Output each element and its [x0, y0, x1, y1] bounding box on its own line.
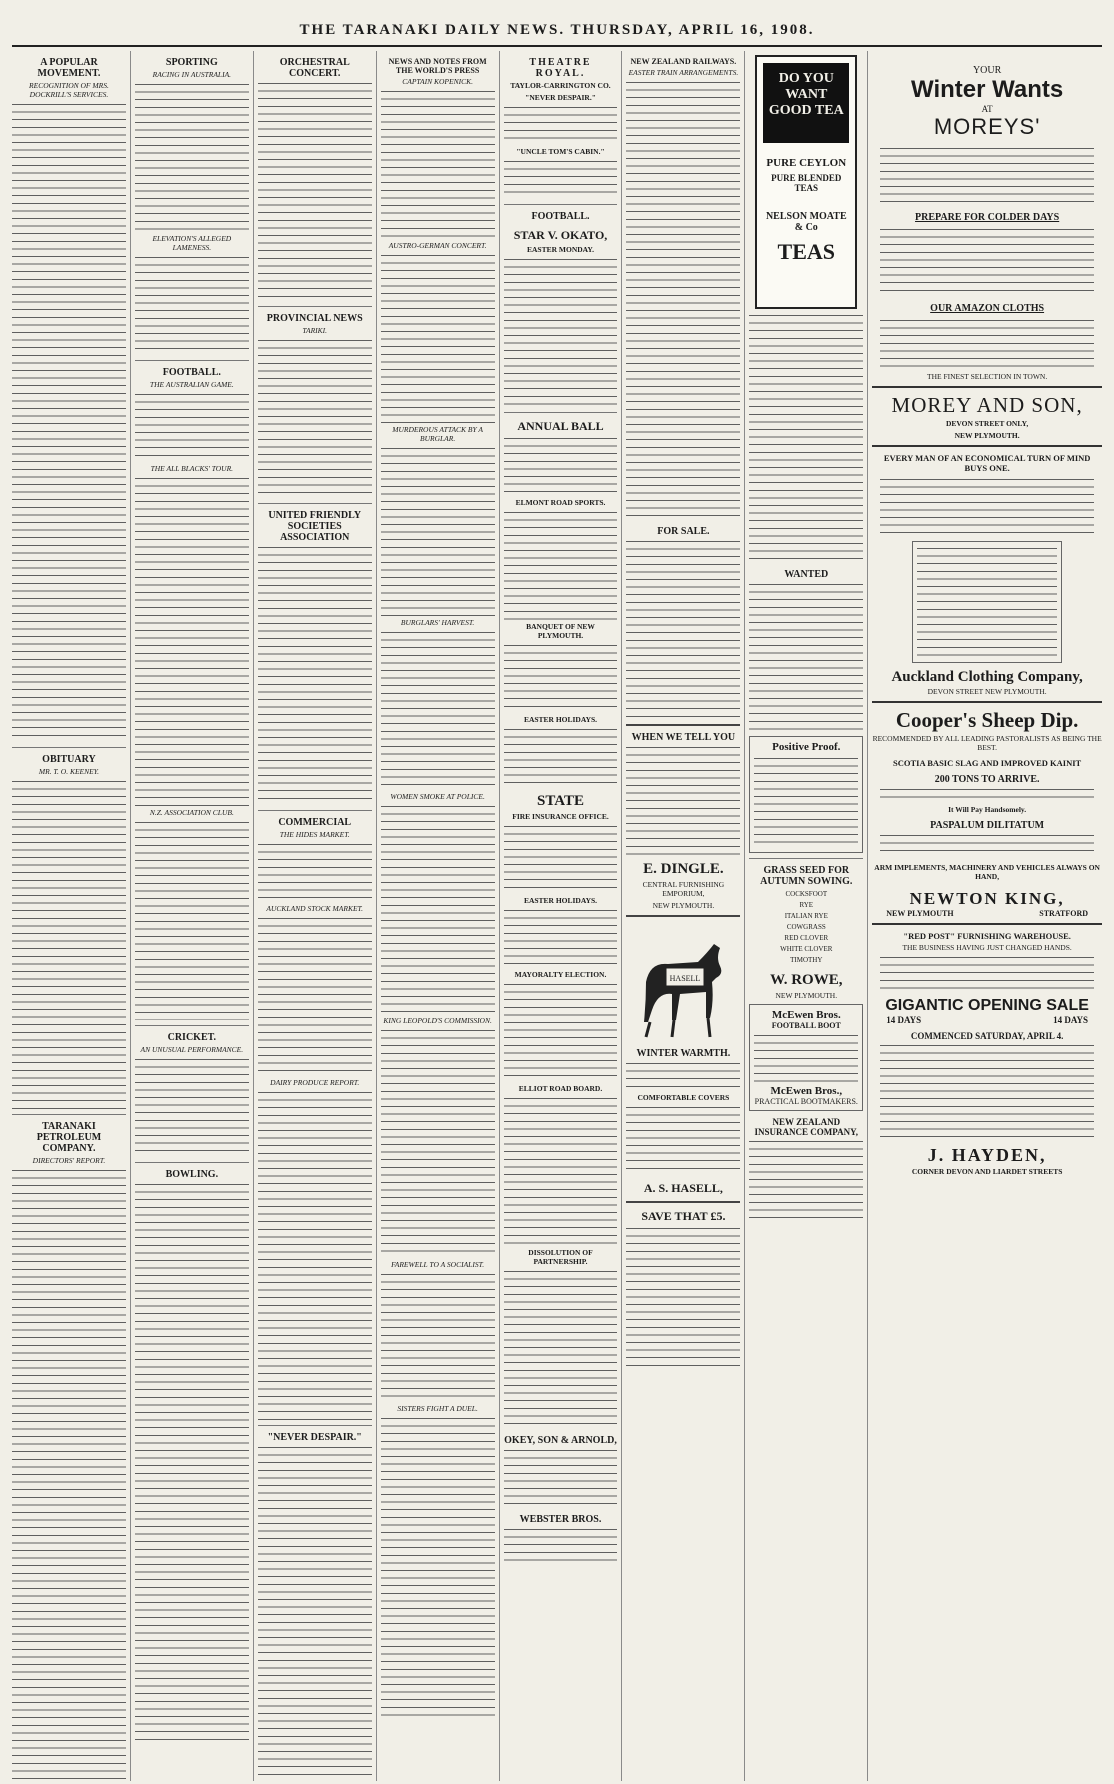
- body-text: [504, 1527, 618, 1567]
- ad-rowe-city: NEW PLYMOUTH.: [775, 991, 838, 1000]
- body-text: [258, 338, 372, 498]
- seed-item: RED CLOVER: [784, 934, 829, 942]
- article-subheading: THE AUSTRALIAN GAME.: [149, 380, 234, 389]
- ad-dissolution: DISSOLUTION OF PARTNERSHIP.: [528, 1248, 593, 1266]
- body-text: [381, 630, 495, 790]
- ad-moreys-name: MOREYS': [933, 114, 1041, 139]
- article-heading: UNITED FRIENDLY SOCIETIES ASSOCIATION: [268, 510, 362, 543]
- article-subheading: DAIRY PRODUCE REPORT.: [270, 1078, 360, 1087]
- column-6: [622, 51, 745, 1781]
- ad-devon: DEVON STREET ONLY,: [945, 419, 1029, 428]
- seed-item: ITALIAN RYE: [784, 912, 828, 920]
- body-text: [504, 643, 618, 713]
- body-text: [12, 779, 126, 1109]
- divider: [258, 503, 372, 504]
- ad-pay: It Will Pay Handsomely.: [948, 805, 1027, 814]
- body-text: [754, 756, 858, 846]
- article-subheading: SISTERS FIGHT A DUEL.: [397, 1404, 478, 1413]
- divider: [135, 1162, 249, 1163]
- article-heading: ORCHESTRAL CONCERT.: [279, 57, 350, 79]
- article-subheading: RACING IN AUSTRALIA.: [152, 70, 232, 79]
- article-subheading: FAREWELL TO A SOCIALIST.: [391, 1260, 485, 1269]
- ad-commenced: COMMENCED SATURDAY, APRIL 4.: [910, 1031, 1064, 1041]
- ad-webster: WEBSTER BROS.: [519, 1514, 602, 1525]
- body-text: [504, 982, 618, 1082]
- body-text: [504, 1269, 618, 1429]
- horse-cover-label: HASELL: [670, 974, 701, 983]
- ad-winter-warmth: WINTER WARMTH.: [636, 1048, 731, 1059]
- body-text: [258, 842, 372, 902]
- body-text: [626, 1226, 740, 1366]
- body-text: [135, 255, 249, 355]
- article-heading: PROVINCIAL NEWS: [266, 313, 363, 324]
- body-text: [381, 446, 495, 616]
- body-text: [504, 257, 618, 407]
- ad-nz-insurance: NEW ZEALAND INSURANCE COMPANY,: [754, 1117, 859, 1137]
- tea-teas: TEAS: [777, 239, 836, 264]
- body-text: [258, 81, 372, 301]
- seed-list: [749, 889, 863, 966]
- body-text: [880, 318, 1094, 368]
- ad-red-post: "RED POST" FURNISHING WAREHOUSE.: [903, 931, 1071, 941]
- body-text: [258, 1090, 372, 1420]
- divider: [504, 204, 618, 205]
- divider: [12, 747, 126, 748]
- sale-days-left: 14 DAYS: [886, 1015, 922, 1025]
- tea-blended: PURE BLENDED TEAS: [771, 173, 842, 193]
- article-heading: BOWLING.: [165, 1169, 219, 1180]
- body-text: [135, 392, 249, 462]
- article-subheading: THE ALL BLACKS' TOUR.: [150, 464, 234, 473]
- ad-morey-and-son: MOREY AND SON,: [891, 393, 1083, 417]
- body-text: [626, 80, 740, 520]
- article-subheading: AUSTRO-GERMAN CONCERT.: [388, 241, 487, 250]
- ad-dingle-sub: CENTRAL FURNISHING EMPORIUM,: [642, 880, 725, 898]
- ad-positive-proof-title: Positive Proof.: [772, 741, 841, 753]
- ad-football: FOOTBALL.: [531, 211, 590, 222]
- article-heading: OBITUARY: [42, 754, 96, 765]
- article-subheading: BURGLARS' HARVEST.: [400, 618, 475, 627]
- body-text: [504, 105, 618, 145]
- body-text: [880, 833, 1094, 857]
- body-text: [381, 89, 495, 239]
- ad-mcewen-title: McEwen Bros.: [771, 1009, 841, 1021]
- tea-brand: NELSON MOATE & Co: [765, 211, 847, 233]
- column-8: [868, 51, 1106, 1781]
- ad-newton-king-locations: [872, 909, 1102, 918]
- body-text: [504, 1096, 618, 1246]
- column-7: [745, 51, 868, 1781]
- divider: [135, 1025, 249, 1026]
- body-text: [749, 313, 863, 563]
- horse-illustration: [628, 922, 738, 1042]
- ad-state: STATE: [537, 793, 584, 809]
- article-subheading: KING LEOPOLD'S COMMISSION.: [383, 1016, 492, 1025]
- article-subheading: MR. T. O. KEENEY.: [38, 767, 100, 776]
- ad-easter-2: EASTER HOLIDAYS.: [523, 896, 598, 905]
- ad-np: NEW PLYMOUTH.: [954, 431, 1020, 440]
- divider: [258, 810, 372, 811]
- seed-item: TIMOTHY: [790, 956, 823, 964]
- divider: [258, 1425, 372, 1426]
- divider: [872, 445, 1102, 447]
- body-text: [880, 146, 1094, 206]
- body-text: [504, 436, 618, 496]
- divider: [749, 858, 863, 859]
- ad-theatre-royal: THEATRE ROYAL.: [529, 57, 592, 79]
- ad-mcewen-title-2: McEwen Bros.,: [770, 1085, 843, 1097]
- body-text: [135, 82, 249, 232]
- ad-fire-office: FIRE INSURANCE OFFICE.: [512, 812, 609, 821]
- article-subheading: RECOGNITION OF MRS. DOCKRILL'S SERVICES.: [29, 81, 109, 99]
- ad-prepare: PREPARE FOR COLDER DAYS: [915, 212, 1060, 223]
- divider: [872, 386, 1102, 388]
- ad-slag: SCOTIA BASIC SLAG AND IMPROVED KAINIT: [893, 758, 1082, 768]
- article-subheading: N.Z. ASSOCIATION CLUB.: [149, 808, 234, 817]
- body-text: [135, 1182, 249, 1742]
- divider: [872, 923, 1102, 925]
- ad-mcewen: [749, 1004, 863, 1111]
- column-5: [500, 51, 623, 1781]
- body-text: [258, 1445, 372, 1781]
- divider: [504, 412, 618, 413]
- body-text: [504, 908, 618, 968]
- body-text: [381, 1272, 495, 1402]
- ad-implements: ARM IMPLEMENTS, MACHINERY AND VEHICLES ALWAYS ON HAND,: [874, 863, 1100, 881]
- ad-rowe: W. ROWE,: [770, 972, 843, 988]
- ad-hayden-address: CORNER DEVON AND LIARDET STREETS: [911, 1167, 1063, 1176]
- article-heading: CRICKET.: [167, 1032, 217, 1043]
- ad-mayoralty: MAYORALTY ELECTION.: [514, 970, 607, 979]
- columns: [8, 51, 1106, 1781]
- column-4: [377, 51, 500, 1781]
- article-subheading: ELEVATION'S ALLEGED LAMENESS.: [152, 234, 232, 252]
- divider: [626, 724, 740, 726]
- ad-football-match: STAR V. OKATO,: [513, 228, 608, 242]
- ad-mcewen-boot: FOOTBALL BOOT: [771, 1021, 841, 1030]
- article-subheading: MURDEROUS ATTACK BY A BURGLAR.: [392, 425, 483, 443]
- body-text: [135, 820, 249, 1020]
- ad-winter-wants: Winter Wants: [911, 76, 1064, 103]
- ad-hasell: A. S. HASELL,: [643, 1181, 723, 1195]
- article-heading: TARANAKI PETROLEUM COMPANY.: [36, 1121, 102, 1154]
- body-text: [504, 159, 618, 199]
- ad-easter: EASTER HOLIDAYS.: [523, 715, 598, 724]
- article-subheading: CAPTAIN KOPENICK.: [402, 77, 473, 86]
- divider: [626, 915, 740, 917]
- body-text: [754, 1033, 858, 1083]
- body-text: [749, 582, 863, 732]
- seed-item: COCKSFOOT: [785, 890, 828, 898]
- ad-when-we-tell-you: WHEN WE TELL YOU: [631, 732, 736, 743]
- ad-positive-proof: [749, 736, 863, 853]
- article-heading: A POPULAR MOVEMENT.: [37, 57, 101, 79]
- ad-wanted: WANTED: [784, 569, 829, 580]
- ad-your: YOUR: [972, 65, 1002, 76]
- body-text: [381, 1028, 495, 1258]
- ad-auckland-clothing: Auckland Clothing Company,: [891, 669, 1083, 685]
- ad-gigantic-sale: GIGANTIC OPENING SALE: [885, 997, 1089, 1014]
- body-text: [12, 102, 126, 742]
- column-1: [8, 51, 131, 1781]
- body-text: [626, 1061, 740, 1091]
- body-text: [880, 477, 1094, 537]
- ad-changed-hands: THE BUSINESS HAVING JUST CHANGED HANDS.: [902, 943, 1072, 952]
- body-text: [880, 227, 1094, 297]
- ad-play-1: "NEVER DESPAIR.": [525, 93, 596, 102]
- body-text: [381, 253, 495, 423]
- ad-football-date: EASTER MONDAY.: [527, 245, 594, 254]
- column-3: [254, 51, 377, 1781]
- seed-item: COWGRASS: [786, 923, 826, 931]
- article-heading: COMMERCIAL: [278, 817, 352, 828]
- ad-coopers-sub: RECOMMENDED BY ALL LEADING PASTORALISTS AS BEING THE BEST.: [872, 734, 1102, 752]
- ad-amazon: OUR AMAZON CLOTHS: [930, 303, 1045, 314]
- location-stratford: STRATFORD: [1039, 909, 1089, 918]
- ad-dingle-city: NEW PLYMOUTH.: [652, 901, 715, 910]
- body-text: [880, 1043, 1094, 1143]
- body-text: [504, 1448, 618, 1508]
- ad-annual-ball: ANNUAL BALL: [517, 419, 604, 433]
- body-text: [626, 539, 740, 719]
- ad-railways-sub: EASTER TRAIN ARRANGEMENTS.: [628, 68, 739, 77]
- ad-save-that: SAVE THAT £5.: [641, 1209, 726, 1223]
- ad-play-2: "UNCLE TOM'S CABIN.": [516, 147, 605, 156]
- body-text: [504, 727, 618, 787]
- ad-newton-king: NEWTON KING,: [909, 889, 1065, 908]
- article-heading: NEWS AND NOTES FROM THE WORLD'S PRESS: [388, 57, 487, 75]
- body-text: [917, 546, 1057, 656]
- body-text: [749, 1139, 863, 1219]
- article-subheading: AUCKLAND STOCK MARKET.: [266, 904, 364, 913]
- article-heading: FOOTBALL.: [162, 367, 221, 378]
- ad-railways: NEW ZEALAND RAILWAYS.: [630, 57, 737, 66]
- ad-economical: EVERY MAN OF AN ECONOMICAL TURN OF MIND BUYS ONE.: [883, 453, 1091, 473]
- divider: [135, 360, 249, 361]
- seed-item: RYE: [799, 901, 814, 909]
- body-text: [381, 1416, 495, 1716]
- article-subheading: TARIKI.: [302, 326, 328, 335]
- ad-sale-days: [872, 1015, 1102, 1025]
- body-text: [880, 955, 1094, 995]
- divider: [12, 1114, 126, 1115]
- tea-headline: DO YOU WANT GOOD TEA: [768, 71, 844, 118]
- body-text: [135, 1057, 249, 1157]
- article-heading: "NEVER DESPAIR.": [267, 1432, 362, 1443]
- ad-okey: OKEY, SON & ARNOLD,: [504, 1435, 617, 1446]
- article-heading: SPORTING: [165, 57, 218, 68]
- ad-for-sale: FOR SALE.: [657, 526, 710, 537]
- body-text: [626, 745, 740, 855]
- seed-item: WHITE CLOVER: [780, 945, 833, 953]
- ad-at: AT: [981, 104, 993, 114]
- tea-ceylon: PURE CEYLON: [766, 157, 847, 169]
- body-text: [504, 510, 618, 620]
- article-subheading: AN UNUSUAL PERFORMANCE.: [140, 1045, 244, 1054]
- tea-banner: [763, 63, 849, 143]
- masthead: THE TARANAKI DAILY NEWS. THURSDAY, APRIL 16, 1908.: [12, 10, 1102, 47]
- sale-days-right: 14 DAYS: [1053, 1015, 1089, 1025]
- ad-company: TAYLOR-CARRINGTON CO.: [510, 81, 611, 90]
- divider: [258, 306, 372, 307]
- article-subheading: THE HIDES MARKET.: [279, 830, 350, 839]
- ad-covers: COMFORTABLE COVERS: [637, 1093, 730, 1102]
- ad-dingle: E. DINGLE.: [643, 861, 724, 877]
- ad-auckland-address: DEVON STREET NEW PLYMOUTH.: [927, 687, 1047, 696]
- tea-body: [763, 157, 849, 265]
- ad-mcewen-sub: PRACTICAL BOOTMAKERS.: [754, 1097, 858, 1106]
- body-text: [880, 787, 1094, 803]
- ad-coopers: Cooper's Sheep Dip.: [895, 708, 1079, 732]
- body-text: [504, 824, 618, 894]
- body-text: [12, 1168, 126, 1781]
- article-subheading: DIRECTORS' REPORT.: [32, 1156, 106, 1165]
- divider: [626, 1201, 740, 1203]
- body-text: [626, 1105, 740, 1175]
- ad-moreys: [872, 65, 1102, 140]
- divider: [872, 701, 1102, 703]
- tea-advert: [755, 55, 857, 309]
- ad-grass-seed: GRASS SEED FOR AUTUMN SOWING.: [760, 865, 853, 887]
- body-text: [258, 545, 372, 805]
- body-text: [381, 804, 495, 1014]
- ad-testimonial-box: [912, 541, 1062, 663]
- body-text: [135, 476, 249, 806]
- ad-200-tons: 200 TONS TO ARRIVE.: [934, 774, 1040, 785]
- ad-paspalum: PASPALUM DILITATUM: [930, 820, 1045, 831]
- ad-sports: ELMONT ROAD SPORTS.: [515, 498, 606, 507]
- ad-finest: THE FINEST SELECTION IN TOWN.: [927, 372, 1048, 381]
- location-np: NEW PLYMOUTH: [886, 909, 954, 918]
- ad-road-board: ELLIOT ROAD BOARD.: [518, 1084, 603, 1093]
- article-subheading: WOMEN SMOKE AT POLICE.: [390, 792, 485, 801]
- body-text: [258, 916, 372, 1076]
- ad-banquet: BANQUET OF NEW PLYMOUTH.: [526, 622, 595, 640]
- ad-hayden: J. HAYDEN,: [927, 1145, 1047, 1165]
- column-2: [131, 51, 254, 1781]
